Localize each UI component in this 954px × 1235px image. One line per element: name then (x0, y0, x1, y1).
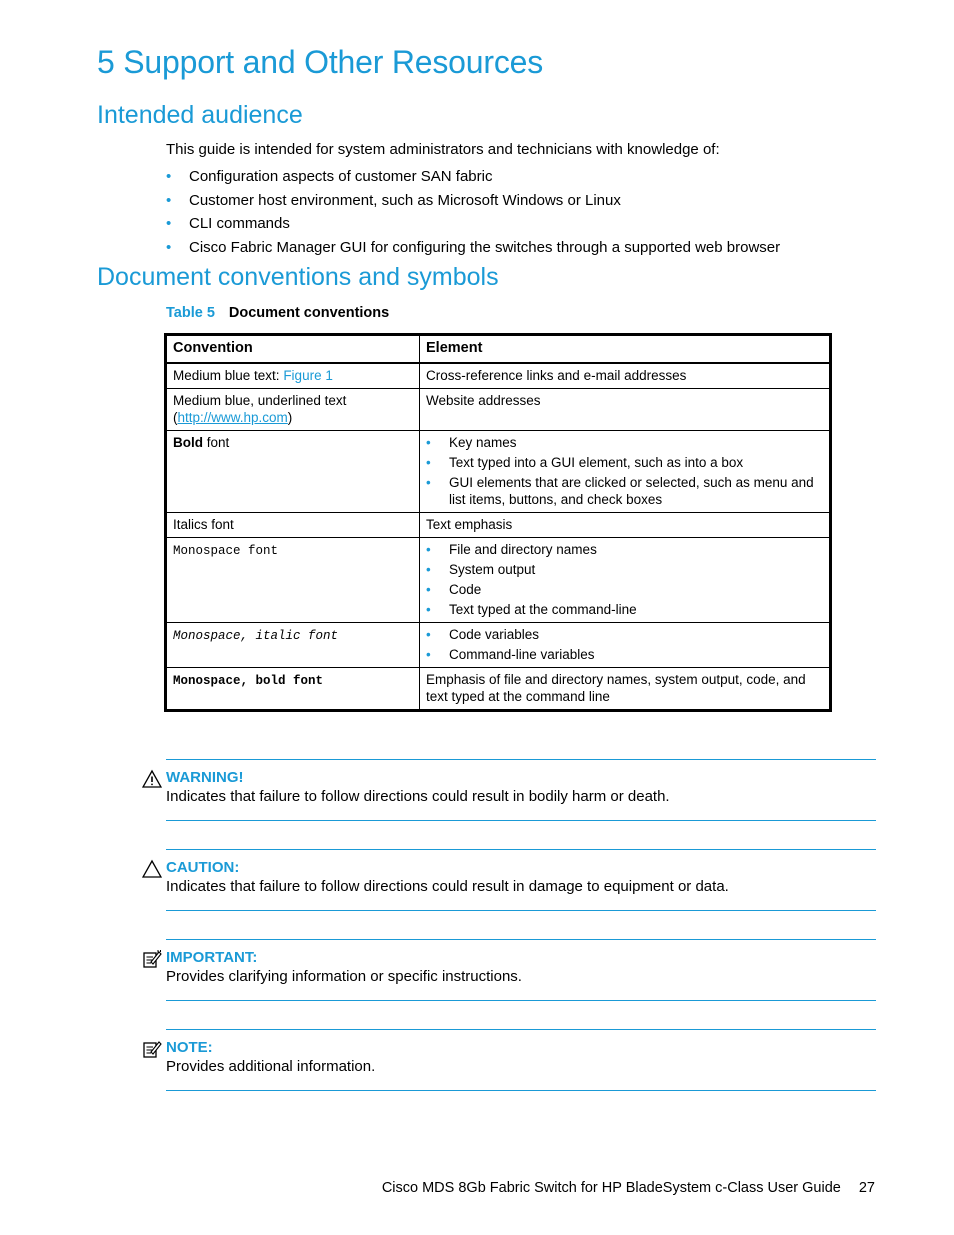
element-cell: Text emphasis (420, 513, 831, 538)
bullet-icon: • (426, 602, 431, 617)
note-notice (166, 1029, 876, 1075)
caution-label: CAUTION: (166, 859, 240, 876)
convention-cell: Bold font (166, 431, 420, 513)
convention-cell: Italics font (166, 513, 420, 538)
page-footer (382, 1180, 875, 1196)
figure-link[interactable]: Figure 1 (283, 368, 333, 383)
list-item: • Configuration aspects of customer SAN fabric (166, 168, 493, 185)
list-item: • Code variables (426, 627, 540, 642)
column-header-element: Element (420, 335, 831, 364)
divider (166, 1000, 876, 1001)
list-item: • Text typed at the command-line (426, 602, 637, 617)
element-list (426, 434, 823, 508)
element-cell: Website addresses (420, 389, 831, 431)
divider (166, 820, 876, 821)
bullet-icon: • (426, 562, 431, 577)
warning-notice (166, 759, 876, 805)
note-text: Provides additional information. (166, 1058, 376, 1075)
element-list (426, 626, 823, 663)
note-icon (142, 1039, 162, 1059)
list-item: • File and directory names (426, 542, 597, 557)
intended-audience-heading: Intended audience (97, 101, 303, 129)
element-cell: Cross-reference links and e-mail addresses (420, 363, 831, 389)
table-row (166, 513, 831, 538)
bullet-icon: • (426, 542, 431, 557)
divider (166, 1029, 876, 1030)
important-notice (166, 939, 876, 985)
convention-cell: Monospace, bold font (166, 668, 420, 711)
element-list (426, 541, 823, 618)
bullet-icon: • (426, 647, 431, 662)
important-label: IMPORTANT: (166, 949, 258, 966)
divider (166, 939, 876, 940)
caution-text: Indicates that failure to follow directions could result in damage to equipment or data. (166, 878, 729, 895)
important-text: Provides clarifying information or specific instructions. (166, 968, 522, 985)
list-item: • Text typed into a GUI element, such as into a box (426, 455, 744, 470)
convention-cell: Medium blue, underlined text (http://www.hp.com) (166, 389, 420, 431)
divider (166, 1090, 876, 1091)
bullet-icon: • (426, 435, 431, 450)
list-item: • Command-line variables (426, 647, 595, 662)
bullet-icon: • (166, 238, 172, 256)
conventions-heading: Document conventions and symbols (97, 263, 499, 291)
element-cell (420, 538, 831, 623)
page-number: 27 (858, 1180, 875, 1196)
table-row (166, 623, 831, 668)
table-row (166, 668, 831, 711)
warning-label: WARNING! (166, 769, 244, 786)
caution-triangle-icon (142, 859, 162, 879)
audience-list (166, 168, 780, 262)
list-item: • System output (426, 562, 536, 577)
audience-intro: This guide is intended for system administrators and technicians with knowledge of: (166, 141, 720, 158)
list-item: • Customer host environment, such as Microsoft Windows or Linux (166, 191, 621, 209)
bullet-icon: • (166, 168, 172, 185)
bullet-icon: • (426, 475, 431, 490)
chapter-title: 5 Support and Other Resources (97, 44, 544, 80)
divider (166, 849, 876, 850)
list-item: • Key names (426, 435, 517, 450)
list-item: • Cisco Fabric Manager GUI for configuring the switches through a supported web browser (166, 238, 781, 256)
divider (166, 910, 876, 911)
hp-website-link[interactable]: http://www.hp.com (177, 410, 288, 425)
table-row (166, 389, 831, 431)
table-title: Document conventions (228, 305, 390, 321)
convention-cell: Monospace font (166, 538, 420, 623)
list-item: • Code (426, 582, 482, 597)
element-cell (420, 623, 831, 668)
element-cell: Emphasis of file and directory names, system output, code, and text typed at the command line (420, 668, 831, 711)
divider (166, 759, 876, 760)
list-item: • GUI elements that are clicked or selected, such as menu and list items, buttons, and check boxes (426, 475, 814, 507)
note-label: NOTE: (166, 1039, 213, 1056)
table-row (166, 431, 831, 513)
bullet-icon: • (426, 627, 431, 642)
table-header-row (166, 335, 831, 364)
bullet-icon: • (426, 582, 431, 597)
bullet-icon: • (166, 191, 172, 209)
convention-cell: Medium blue text: Figure 1 (166, 363, 420, 389)
table-row (166, 363, 831, 389)
important-note-icon (142, 949, 162, 969)
conventions-table (164, 333, 832, 712)
convention-cell: Monospace, italic font (166, 623, 420, 668)
list-item: • CLI commands (166, 215, 290, 232)
table-caption (166, 305, 389, 321)
caution-notice (166, 849, 876, 895)
warning-text: Indicates that failure to follow directions could result in bodily harm or death. (166, 788, 670, 805)
element-cell (420, 431, 831, 513)
table-row (166, 538, 831, 623)
bullet-icon: • (166, 215, 172, 232)
column-header-convention: Convention (166, 335, 420, 364)
table-number: Table 5 (166, 305, 215, 321)
footer-title: Cisco MDS 8Gb Fabric Switch for HP BladeSystem c-Class User Guide (381, 1180, 841, 1196)
bullet-icon: • (426, 455, 431, 470)
warning-triangle-icon (142, 769, 162, 789)
